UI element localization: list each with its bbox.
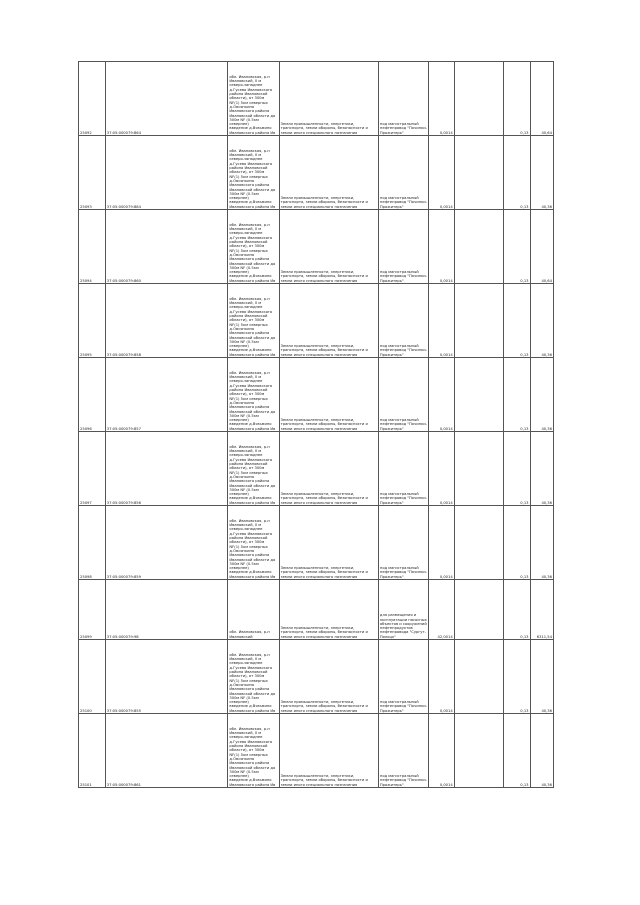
rate-cell: 0,13 (503, 210, 530, 284)
row-number-cell: 25096 (79, 358, 106, 432)
address-cell: обл. Ивановская, р-н Ивановский, 0 м северо-западнее д.Гусево Ивановского района Ивановской области), от 300м NF(1) 5км северных д.Овсянкино Ивановского района Ивановской области до 300м NF (0.5км севернее) введение д.Вязьмино Ивановского района Ив (228, 640, 279, 714)
land-category-cell: Земли промышленности, энергетики, транспорта, земли обороны, безопасности и земли иного специального назначения (279, 358, 378, 432)
table-row (79, 432, 554, 506)
row-number-cell: 25098 (79, 506, 106, 580)
empty-cell (454, 62, 503, 136)
address-cell: обл. Ивановская, р-н Ивановский, 0 м северо-западнее д.Гусево Ивановского района Ивановской области), от 300м NF(1) 5км северных д.Овсянкино Ивановского района Ивановской области до 300м NF (0.5км севернее) введение д.Вязьмино Ивановского района Ив (228, 358, 279, 432)
empty-cell (454, 358, 503, 432)
permitted-use-cell: под магистральный нефтепровод "Починки- Прожитерь" (378, 284, 428, 358)
row-number-cell: 25099 (79, 580, 106, 640)
amount-cell: 40,64 (530, 210, 553, 284)
amount-cell: 40,36 (530, 358, 553, 432)
cadastral-number-cell: 37:05:000079:857 (105, 358, 228, 432)
row-number-cell: 25100 (79, 640, 106, 714)
table-row (79, 714, 554, 788)
cadastral-number-cell: 37:05:000079:861 (105, 714, 228, 788)
amount-cell: 40,64 (530, 62, 553, 136)
amount-cell: 40,36 (530, 284, 553, 358)
area-cell: 0,0014 (429, 136, 455, 210)
land-category-cell: Земли промышленности, энергетики, транспорта, земли обороны, безопасности и земли иного специального назначения (279, 506, 378, 580)
land-plot-table (78, 61, 554, 788)
area-cell: 0,0014 (429, 432, 455, 506)
amount-cell: 40,36 (530, 506, 553, 580)
permitted-use-cell: под магистральный нефтепровод "Починки- Прожитерь" (378, 62, 428, 136)
empty-cell (454, 640, 503, 714)
cadastral-number-cell: 37:05:000079:864 (105, 62, 228, 136)
rate-cell: 0,13 (503, 714, 530, 788)
empty-cell (454, 284, 503, 358)
table-row (79, 210, 554, 284)
row-number-cell: 25097 (79, 432, 106, 506)
permitted-use-cell: под магистральный нефтепровод "Починки- Прожитерь" (378, 640, 428, 714)
table-body (79, 62, 554, 788)
rate-cell: 0,13 (503, 136, 530, 210)
row-number-cell: 25093 (79, 136, 106, 210)
rate-cell: 0,13 (503, 506, 530, 580)
table-row (79, 640, 554, 714)
cadastral-number-cell: 37:05:000079:98 (105, 580, 228, 640)
table-row (79, 136, 554, 210)
area-cell: 0,0014 (429, 714, 455, 788)
rate-cell: 0,13 (503, 358, 530, 432)
empty-cell (454, 506, 503, 580)
address-cell: обл. Ивановская, р-н Ивановский, 0 м северо-западнее д.Гусево Ивановского района Ивановской области), от 300м NF(1) 5км северных д.Овсянкино Ивановского района Ивановской области до 300м NF (0.5км севернее) введение д.Вязьмино Ивановского района Ив (228, 62, 279, 136)
address-cell: обл. Ивановская, р-н Ивановский, 0 м северо-западнее д.Гусево Ивановского района Ивановской области), от 300м NF(1) 5км северных д.Овсянкино Ивановского района Ивановской области до 300м NF (0.5км севернее) введение д.Вязьмино Ивановского района Ив (228, 714, 279, 788)
address-cell: обл. Ивановская, р-н Ивановский (228, 580, 279, 640)
address-cell: обл. Ивановская, р-н Ивановский, 0 м северо-западнее д.Гусево Ивановского района Ивановской области), от 300м NF(1) 5км северных д.Овсянкино Ивановского района Ивановской области до 300м NF (0.5км севернее) введение д.Вязьмино Ивановского района Ив (228, 284, 279, 358)
rate-cell: 0,13 (503, 640, 530, 714)
rate-cell: 0,13 (503, 432, 530, 506)
table-row (79, 580, 554, 640)
permitted-use-cell: под магистральный нефтепровод "Починки- Прожитерь" (378, 506, 428, 580)
empty-cell (454, 714, 503, 788)
address-cell: обл. Ивановская, р-н Ивановский, 0 м северо-западнее д.Гусево Ивановского района Ивановской области), от 300м NF(1) 5км северных д.Овсянкино Ивановского района Ивановской области до 300м NF (0.5км севернее) введение д.Вязьмино Ивановского района Ив (228, 432, 279, 506)
area-cell: 42,0014 (429, 580, 455, 640)
address-cell: обл. Ивановская, р-н Ивановский, 0 м северо-западнее д.Гусево Ивановского района Ивановской области), от 300м NF(1) 5км северных д.Овсянкино Ивановского района Ивановской области до 300м NF (0.5км севернее) введение д.Вязьмино Ивановского района Ив (228, 506, 279, 580)
land-category-cell: Земли промышленности, энергетики, транспорта, земли обороны, безопасности и земли иного специального назначения (279, 136, 378, 210)
table-row (79, 62, 554, 136)
permitted-use-cell: под магистральный нефтепровод "Починки- Прожитерь" (378, 358, 428, 432)
address-cell: обл. Ивановская, р-н Ивановский, 0 м северо-западнее д.Гусево Ивановского района Ивановской области), от 300м NF(1) 5км северных д.Овсянкино Ивановского района Ивановской области до 300м NF (0.5км севернее) введение д.Вязьмино Ивановского района Ив (228, 210, 279, 284)
permitted-use-cell: под магистральный нефтепровод "Починки- Прожитерь" (378, 432, 428, 506)
cadastral-number-cell: 37:05:000079:855 (105, 640, 228, 714)
table-row (79, 358, 554, 432)
area-cell: 0,0014 (429, 640, 455, 714)
row-number-cell: 25101 (79, 714, 106, 788)
empty-cell (454, 136, 503, 210)
area-cell: 0,0014 (429, 358, 455, 432)
permitted-use-cell: для размещения и эксплуатации насосных объектов и сооружений нефтепродуктов нефтепровода "Сургут- Полоцк" (378, 580, 428, 640)
amount-cell: 6311,54 (530, 580, 553, 640)
row-number-cell: 25095 (79, 284, 106, 358)
table-row (79, 284, 554, 358)
area-cell: 0,0014 (429, 62, 455, 136)
cadastral-number-cell: 37:05:000079:884 (105, 136, 228, 210)
row-number-cell: 25092 (79, 62, 106, 136)
cadastral-number-cell: 37:05:000079:856 (105, 432, 228, 506)
address-cell: обл. Ивановская, р-н Ивановский, 0 м северо-западнее д.Гусево Ивановского района Ивановской области), от 300м NF(1) 5км северных д.Овсянкино Ивановского района Ивановской области до 300м NF (0.5км севернее) введение д.Вязьмино Ивановского района Ив (228, 136, 279, 210)
table-row (79, 506, 554, 580)
permitted-use-cell: под магистральный нефтепровод "Починки- Прожитерь" (378, 210, 428, 284)
permitted-use-cell: под магистральный нефтепровод "Починки- Прожитерь" (378, 136, 428, 210)
area-cell: 0,0014 (429, 210, 455, 284)
land-category-cell: Земли промышленности, энергетики, транспорта, земли обороны, безопасности и земли иного специального назначения (279, 640, 378, 714)
amount-cell: 40,36 (530, 136, 553, 210)
cadastral-number-cell: 37:05:000079:860 (105, 210, 228, 284)
empty-cell (454, 580, 503, 640)
amount-cell: 40,36 (530, 432, 553, 506)
rate-cell: 0,13 (503, 284, 530, 358)
empty-cell (454, 210, 503, 284)
area-cell: 0,0014 (429, 506, 455, 580)
land-category-cell: Земли промышленности, энергетики, транспорта, земли обороны, безопасности и земли иного специального назначения (279, 210, 378, 284)
area-cell: 0,0014 (429, 284, 455, 358)
land-category-cell: Земли промышленности, энергетики, транспорта, земли обороны, безопасности и земли иного специального назначения (279, 432, 378, 506)
rate-cell: 0,13 (503, 62, 530, 136)
land-category-cell: Земли промышленности, энергетики, транспорта, земли обороны, безопасности и земли иного специального назначения (279, 580, 378, 640)
cadastral-number-cell: 37:05:000079:858 (105, 284, 228, 358)
land-category-cell: Земли промышленности, энергетики, транспорта, земли обороны, безопасности и земли иного специального назначения (279, 284, 378, 358)
empty-cell (454, 432, 503, 506)
amount-cell: 40,36 (530, 640, 553, 714)
land-category-cell: Земли промышленности, энергетики, транспорта, земли обороны, безопасности и земли иного специального назначения (279, 714, 378, 788)
rate-cell: 0,13 (503, 580, 530, 640)
cadastral-number-cell: 37:05:000079:859 (105, 506, 228, 580)
amount-cell: 40,36 (530, 714, 553, 788)
permitted-use-cell: под магистральный нефтепровод "Починки- Прожитерь" (378, 714, 428, 788)
land-category-cell: Земли промышленности, энергетики, транспорта, земли обороны, безопасности и земли иного специального назначения (279, 62, 378, 136)
row-number-cell: 25094 (79, 210, 106, 284)
